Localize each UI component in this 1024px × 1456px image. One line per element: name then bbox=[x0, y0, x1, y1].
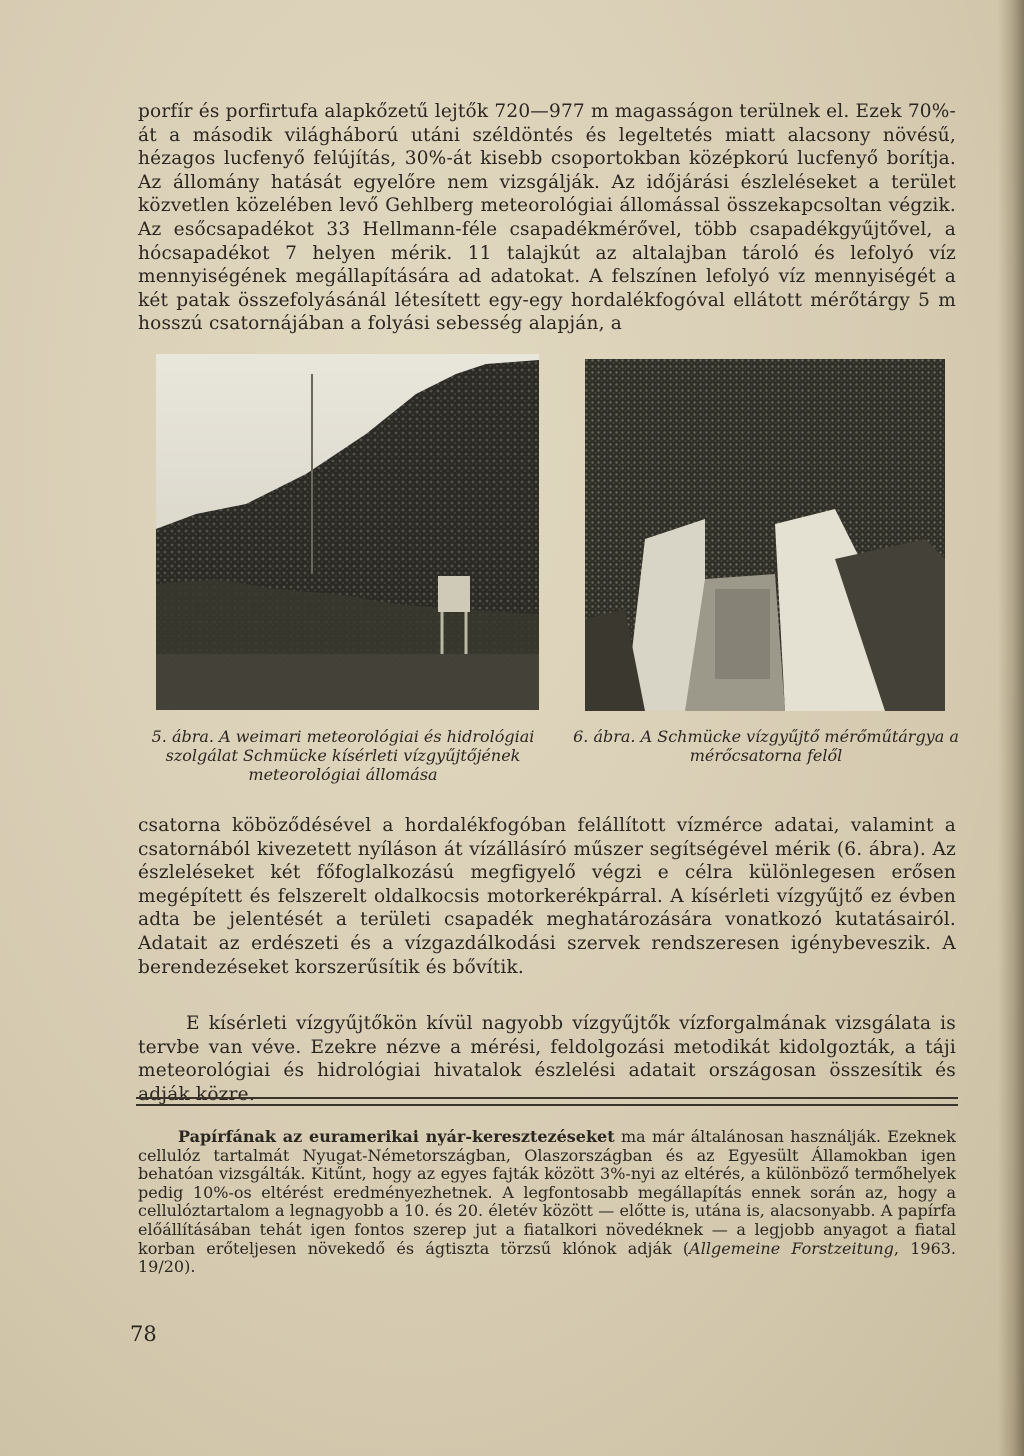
figure-5-photo bbox=[156, 354, 539, 710]
body-paragraph-2: csatorna köböződésével a hordalékfogóban felállított vízmérce adatai, valamint a csatornából kivezetett nyíláson át vízállásíró műszer segítségével mérik (6. ábra). Az észleléseket két főfoglalkozású megfigyelő végzi e célra különlegesen erősen megépített és felszerelt oldalkocsis motorkerékpárral. A kísérleti vízgyűjtő ez évben adta be jelentését a területi csapadék meghatározására vonatkozó kutatásairól. Adatait az erdészeti és a vízgazdálkodási szervek rendszeresen igénybeveszik. A berendezéseket korszerűsítik és bővítik. bbox=[138, 815, 956, 978]
figure-6-caption: 6. ábra. A Schmücke vízgyűjtő mérőműtárgya a mérőcsatorna felől bbox=[573, 727, 959, 765]
figure-6-photo bbox=[585, 359, 945, 711]
gauging-structure-photo-icon bbox=[585, 359, 945, 711]
page-number: 78 bbox=[130, 1322, 157, 1346]
section-divider-top bbox=[136, 1097, 958, 1099]
body-paragraph-1: porfír és porfirtufa alapkőzetű lejtők 720—977 m magasságon terülnek el. Ezek 70%-át a második világháború utáni széldöntés és legeltetés miatt alacsony növésű, hézagos lucfenyő felújítás, 30%-át kisebb csoportokban középkorú lucfenyő borítja. Az állomány hatását egyelőre nem vizsgálják. Az időjárási észleléseket a terület közvetlen közelében levő Gehlberg meteorológiai állomással összekapcsoltan végzik. Az esőcsapadékot 33 Hellmann-féle csapadékmérővel, több csapadékgyűjtővel, a hócsapadékot 7 helyen mérik. 11 talajkút az altalajban tároló és lefolyó víz mennyiségének megállapítására ad adatokat. A felszínen lefolyó víz mennyiségét a két patak összefolyásánál létesített egy-egy hordalékfogóval ellátott mérőtárgy 5 m hosszú csatornájában a folyási sebesség alapján, a bbox=[138, 101, 956, 335]
section-divider-bottom bbox=[136, 1104, 958, 1106]
note-tail: , 1963. 19/20). bbox=[138, 1238, 957, 1277]
note-source: Allgemeine Forstzeitung bbox=[689, 1238, 894, 1258]
news-note bbox=[138, 1128, 956, 1277]
figure-5-caption: 5. ábra. A weimari meteorológiai és hidrológiai szolgálat Schmücke kísérleti vízgyűjtőjének meteorológiai állomása bbox=[151, 727, 535, 784]
page-edge-shadow bbox=[998, 0, 1024, 1456]
note-lead: Papírfának az euramerikai nyár-keresztezéseket bbox=[178, 1127, 615, 1146]
hillside-photo-icon bbox=[156, 354, 539, 710]
body-paragraph-3: E kísérleti vízgyűjtőkön kívül nagyobb vízgyűjtők vízforgalmának vizsgálata is tervbe van véve. Ezekre nézve a mérési, feldolgozási metodikát kidolgozták, a táji meteorológiai és hidrológiai hivatalok észlelési adatait országosan összesítik és adják közre. bbox=[138, 1013, 956, 1105]
note-body: ma már általánosan használják. Ezeknek cellulóz tartalmát Nyugat-Németországban, Olaszországban és az Egyesült Államokban igen behatóan vizsgálták. Kitűnt, hogy az egyes fajták között 3%-nyi az eltérés, a különböző termőhelyek pedig 10%-os eltérést eredményezhetnek. A legfontosabb megállapítás ennek során az, hogy a cellulóztartalom a legnagyobb a 10. és 20. életév között — előtte is, utána is, alacsonyabb. A papírfa előállításában tehát igen fontos szerep jut a fiatalkori növedéknek — a legjobb anyagot a fiatal korban erőteljesen növekedő és ágtiszta törzsű klónok adják ( bbox=[138, 1127, 956, 1258]
